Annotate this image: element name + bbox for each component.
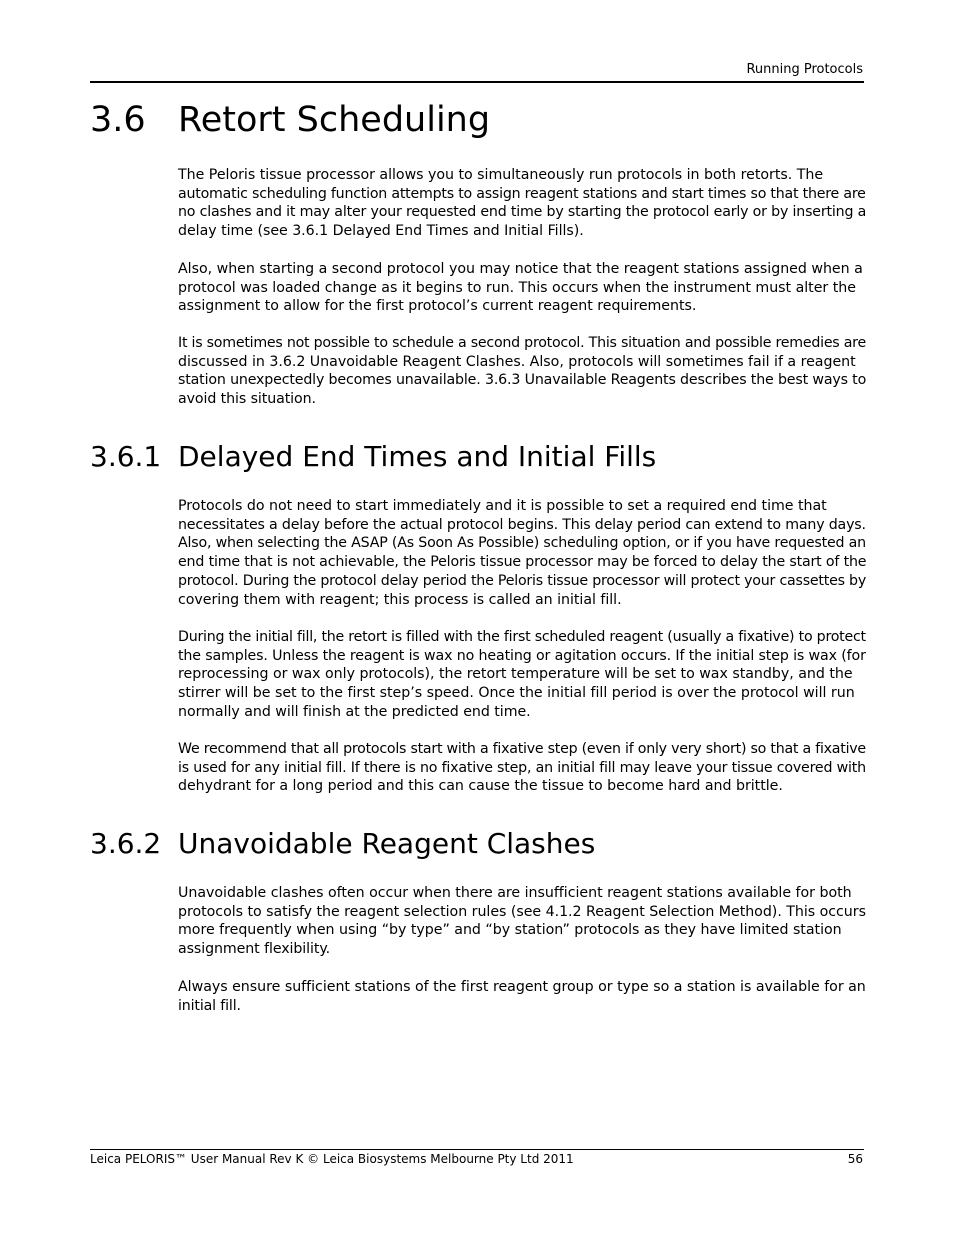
subsection-heading-3-6-1	[90, 440, 790, 474]
text-line: no clashes and it may alter your requested end time by starting the protocol early or by inserting a	[178, 204, 867, 221]
header-divider	[90, 81, 864, 83]
subsection-title: Unavoidable Reagent Clashes	[178, 827, 596, 860]
section-paragraph-3	[178, 334, 868, 409]
text-line: protocol. During the protocol delay period the Peloris tissue processor will protect your cassettes by	[178, 572, 867, 589]
subsection-number: 3.6.2	[90, 827, 162, 860]
text-line: Unavoidable clashes often occur when there are insufficient reagent stations available for both	[178, 885, 852, 901]
text-line: During the initial fill, the retort is filled with the first scheduled reagent (usually a fixative) to protect	[178, 629, 866, 645]
text-line: more frequently when using “by type” and “by station” protocols as they have limited station	[178, 922, 842, 939]
subsection-number: 3.6.1	[90, 440, 162, 473]
text-line: delay time (see 3.6.1 Delayed End Times and Initial Fills).	[178, 223, 584, 240]
text-line: Also, when starting a second protocol you may notice that the reagent stations assigned when a	[178, 261, 863, 277]
subsection-2-paragraph-1	[178, 884, 868, 959]
text-line: initial fill.	[178, 997, 241, 1014]
text-line: end time that is not achievable, the Peloris tissue processor may be forced to delay the start of the	[178, 554, 867, 571]
subsection-1-paragraph-1	[178, 497, 868, 609]
text-line: station unexpectedly becomes unavailable. 3.6.3 Unavailable Reagents describes the best ways to	[178, 372, 867, 389]
section-heading	[90, 98, 790, 142]
text-line: automatic scheduling function attempts to assign reagent stations and start times so that there are	[178, 185, 866, 202]
text-line: reprocessing or wax only protocols), the retort temperature will be set to wax standby, and the	[178, 666, 853, 683]
footer-divider	[90, 1149, 864, 1150]
text-line: Always ensure sufficient stations of the first reagent group or type so a station is available for an	[178, 979, 866, 995]
text-line: assignment flexibility.	[178, 941, 331, 958]
text-line: normally and will finish at the predicted end time.	[178, 703, 531, 720]
text-line: protocols to satisfy the reagent selection rules (see 4.1.2 Reagent Selection Method). This occurs	[178, 903, 866, 920]
text-line: stirrer will be set to the first step’s speed. Once the initial fill period is over the protocol will run	[178, 685, 855, 702]
section-paragraph-1	[178, 166, 868, 241]
text-line: assignment to allow for the first protocol’s current reagent requirements.	[178, 298, 697, 315]
text-line: is used for any initial fill. If there is no fixative step, an initial fill may leave your tissue covered with	[178, 759, 866, 776]
header-section-title: Running Protocols	[746, 62, 863, 77]
text-line: Protocols do not need to start immediately and it is possible to set a required end time that	[178, 498, 827, 514]
text-line: dehydrant for a long period and this can cause the tissue to become hard and brittle.	[178, 778, 783, 795]
text-line: covering them with reagent; this process is called an initial fill.	[178, 591, 622, 608]
text-line: avoid this situation.	[178, 391, 316, 408]
text-line: necessitates a delay before the actual protocol begins. This delay period can extend to many days.	[178, 516, 866, 533]
section-number: 3.6	[90, 100, 146, 140]
page-number: 56	[847, 1152, 863, 1166]
subsection-title: Delayed End Times and Initial Fills	[178, 440, 657, 473]
section-title: Retort Scheduling	[178, 100, 491, 140]
subsection-1-paragraph-2	[178, 628, 868, 722]
text-line: discussed in 3.6.2 Unavoidable Reagent Clashes. Also, protocols will sometimes fail if a reagent	[178, 353, 856, 370]
subsection-2-paragraph-2	[178, 978, 868, 1015]
text-line: The Peloris tissue processor allows you to simultaneously run protocols in both retorts. The	[178, 167, 824, 183]
text-line: protocol was loaded change as it begins to run. This occurs when the instrument must alter the	[178, 279, 856, 296]
text-line: It is sometimes not possible to schedule a second protocol. This situation and possible remedies are	[178, 335, 866, 351]
subsection-1-paragraph-3	[178, 740, 868, 796]
text-line: the samples. Unless the reagent is wax no heating or agitation occurs. If the initial step is wax (for	[178, 647, 866, 664]
text-line: Also, when selecting the ASAP (As Soon As Possible) scheduling option, or if you have requested an	[178, 535, 866, 552]
footer-copyright: Leica PELORIS™ User Manual Rev K © Leica Biosystems Melbourne Pty Ltd 2011	[90, 1152, 574, 1166]
subsection-heading-3-6-2	[90, 827, 790, 861]
text-line: We recommend that all protocols start with a fixative step (even if only very short) so that a fixative	[178, 741, 866, 757]
section-paragraph-2	[178, 260, 868, 316]
